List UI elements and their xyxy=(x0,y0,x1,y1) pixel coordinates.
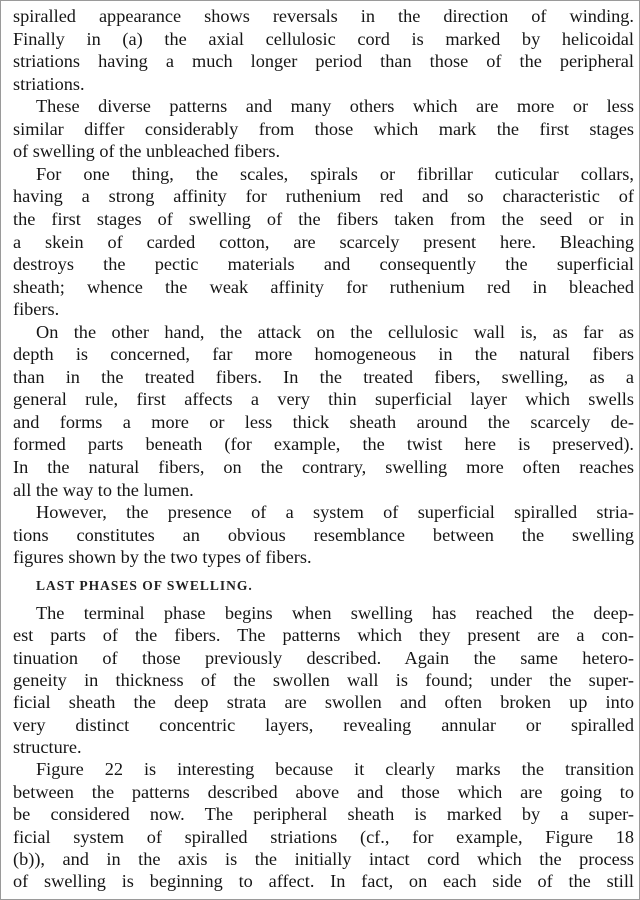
text-line: striations having a much longer period than those of the peripheral xyxy=(13,51,634,71)
text-line: spiralled appearance shows reversals in the direction of winding. xyxy=(13,6,634,26)
text-line: geneity in thickness of the swollen wall is found; under the super- xyxy=(13,670,634,690)
text-line: between the patterns described above and those which are going to xyxy=(13,782,634,802)
text-line: ficial sheath the deep strata are swollen and often broken up into xyxy=(13,692,634,712)
text-line: a skein of carded cotton, are scarcely present here. Bleaching xyxy=(13,232,634,252)
text-line: Finally in (a) the axial cellulosic cord is marked by helicoidal xyxy=(13,29,634,49)
text-line: be considered now. The peripheral sheath is marked by a super- xyxy=(13,804,634,824)
text-line: However, the presence of a system of superficial spiralled stria- xyxy=(36,502,634,522)
text-line: For one thing, the scales, spirals or fibrillar cuticular collars, xyxy=(36,164,634,184)
text-line: and forms a more or less thick sheath around the scarcely de- xyxy=(13,412,634,432)
text-line: ficial system of spiralled striations (cf., for example, Figure 18 xyxy=(13,827,634,847)
text-line: of swelling is beginning to affect. In fact, on each side of the still xyxy=(13,871,634,891)
text-line: than in the treated fibers. In the treated fibers, swelling, as a xyxy=(13,367,634,387)
text-line: figures shown by the two types of fibers. xyxy=(13,547,312,567)
text-line: of swelling of the unbleached fibers. xyxy=(13,141,281,161)
text-line: general rule, first affects a very thin superficial layer which swells xyxy=(13,389,634,409)
text-line: similar differ considerably from those which mark the first stages xyxy=(13,119,634,139)
text-line: tinuation of those previously described. Again the same hetero- xyxy=(13,648,634,668)
text-line: est parts of the fibers. The patterns which they present are a con- xyxy=(13,625,634,645)
text-line: structure. xyxy=(13,737,82,757)
text-line: depth is concerned, far more homogeneous in the natural fibers xyxy=(13,344,634,364)
text-line: the first stages of swelling of the fibers taken from the seed or in xyxy=(13,209,634,229)
text-line: The terminal phase begins when swelling has reached the deep- xyxy=(36,603,634,623)
text-line: all the way to the lumen. xyxy=(13,480,194,500)
text-line: very distinct concentric layers, revealing annular or spiralled xyxy=(13,715,634,735)
text-line: In the natural fibers, on the contrary, swelling more often reaches xyxy=(13,457,634,477)
text-line: On the other hand, the attack on the cellulosic wall is, as far as xyxy=(36,322,634,342)
text-line: formed parts beneath (for example, the twist here is preserved). xyxy=(13,434,634,454)
section-heading: LAST PHASES OF SWELLING. xyxy=(36,578,253,593)
text-line: tions constitutes an obvious resemblance between the swelling xyxy=(13,525,634,545)
text-line: (b)), and in the axis is the initially intact cord which the process xyxy=(13,849,634,869)
text-line: fibers. xyxy=(13,299,60,319)
text-line: striations. xyxy=(13,74,85,94)
text-line: having a strong affinity for ruthenium red and so characteristic of xyxy=(13,186,634,206)
text-line: destroys the pectic materials and consequently the superficial xyxy=(13,254,634,274)
text-line: Figure 22 is interesting because it clearly marks the transition xyxy=(36,759,634,779)
text-line: These diverse patterns and many others which are more or less xyxy=(36,96,634,116)
text-line: sheath; whence the weak affinity for ruthenium red in bleached xyxy=(13,277,634,297)
